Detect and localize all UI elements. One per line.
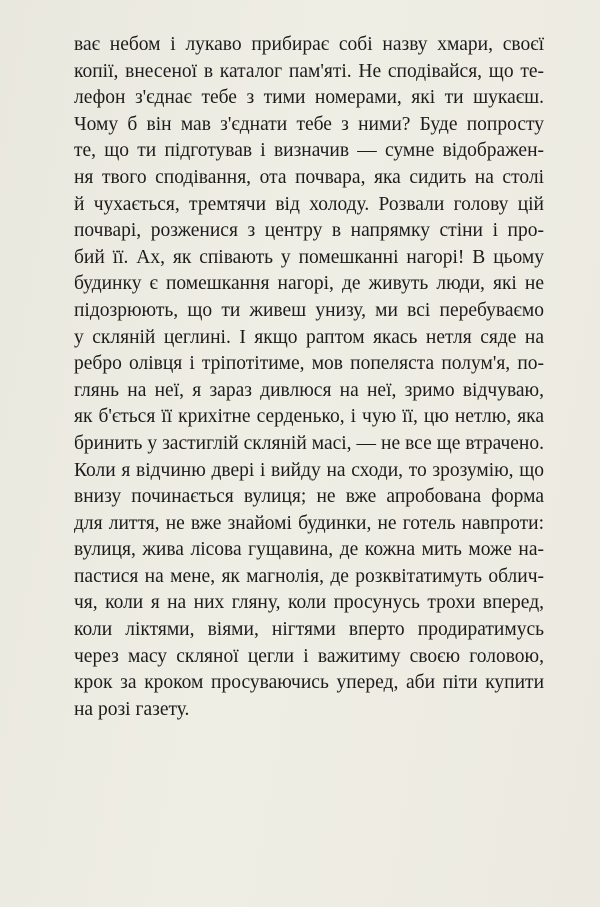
text-line: ня твого сподівання, ота почвара, яка сидить на столі bbox=[74, 166, 544, 188]
text-line: бий її. Ах, як співають у помешканні нагорі! В цьому bbox=[74, 246, 544, 268]
text-line: Чому б він мав з'єднати тебе з ними? Буде попросту bbox=[74, 113, 544, 135]
text-line: внизу починається вулиця; не вже апробована форма bbox=[74, 486, 544, 508]
text-line: для лиття, не вже знайомі будинки, не готель навпроти: bbox=[74, 512, 544, 534]
text-line: на розі газету. bbox=[74, 698, 190, 720]
text-line: чя, коли я на них гляну, коли просунусь трохи вперед, bbox=[74, 592, 544, 614]
text-line: бринить у застиглій скляній масі, — не все ще втрачено. bbox=[74, 432, 544, 454]
text-line: почварі, розженися з центру в напрямку стіни і про- bbox=[74, 220, 544, 242]
text-line: будинку є помешкання нагорі, де живуть люди, які не bbox=[74, 273, 544, 295]
text-line: коли ліктями, віями, нігтями вперто продиратимусь bbox=[74, 619, 544, 641]
text-line: як б'ється її крихітне серденько, і чую її, цю нетлю, яка bbox=[74, 406, 544, 428]
text-line: через масу скляної цегли і важитиму своєю головою, bbox=[74, 645, 544, 667]
text-line: Коли я відчиню двері і вийду на сходи, то зрозумію, що bbox=[74, 459, 544, 481]
body-text bbox=[74, 32, 544, 723]
text-line: підозрюють, що ти живеш унизу, ми всі перебуваємо bbox=[74, 299, 544, 321]
text-line: глянь на неї, я зараз дивлюся на неї, зримо відчуваю, bbox=[74, 379, 544, 401]
text-line: пастися на мене, як магнолія, де розквітатимуть облич- bbox=[74, 565, 544, 587]
text-line: ребро олівця і тріпотітиме, мов попеляста полум'я, по- bbox=[74, 353, 544, 375]
text-line: крок за кроком просуваючись уперед, аби піти купити bbox=[74, 672, 544, 694]
text-line: копії, внесеної в каталог пам'яті. Не сподівайся, що те- bbox=[74, 60, 544, 82]
text-line: лефон з'єднає тебе з тими номерами, які ти шукаєш. bbox=[74, 87, 544, 109]
text-line: вулиця, жива лісова гущавина, де кожна мить може на- bbox=[74, 539, 544, 561]
text-line: у скляній цеглині. І якщо раптом якась нетля сяде на bbox=[74, 326, 544, 348]
text-line: й чухається, тремтячи від холоду. Розвали голову цій bbox=[74, 193, 544, 215]
text-line: те, що ти підготував і визначив — сумне відображен- bbox=[74, 140, 544, 162]
text-line: ває небом і лукаво прибирає собі назву хмари, своєї bbox=[74, 34, 544, 55]
